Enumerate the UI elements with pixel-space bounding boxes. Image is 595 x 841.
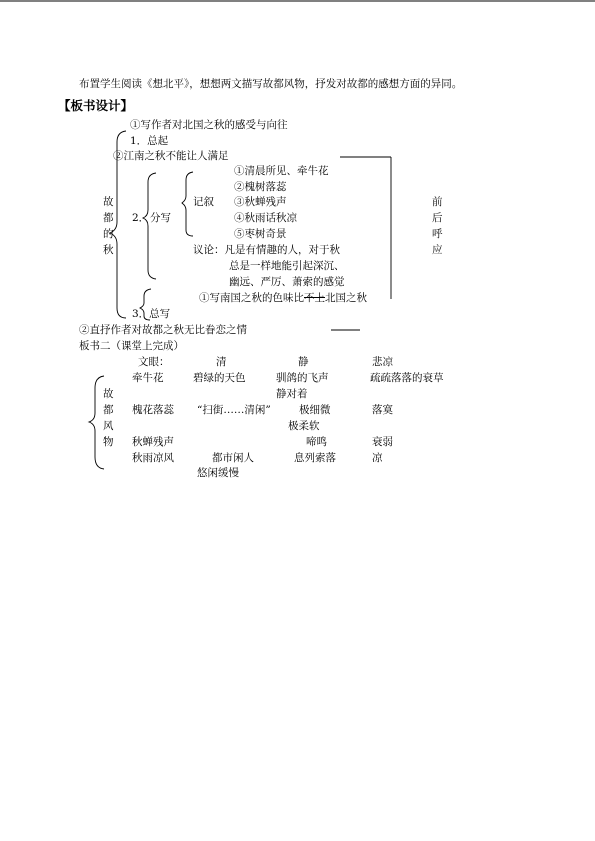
board1-south-line	[199, 293, 367, 304]
section-heading: 【板书设计】	[58, 98, 134, 113]
side-char-left: 秋	[103, 244, 114, 256]
board2-side-char: 故	[103, 388, 114, 400]
board2-cell: 息列索落	[294, 452, 336, 464]
board2-cell: 疏疏落落的衰草	[370, 372, 444, 384]
board2-cell: 落寞	[372, 404, 393, 416]
board2-cell: 极柔软	[288, 420, 320, 432]
side-char-left: 的	[103, 228, 114, 240]
board2-side-char: 物	[103, 436, 114, 448]
side-char-right: 呼	[432, 228, 443, 240]
board1-jixu: 记叙	[193, 196, 214, 208]
side-char-left: 故	[103, 196, 114, 208]
board2-cell: 秋蝉残声	[132, 436, 174, 448]
south-strike: 不上	[304, 292, 325, 304]
board2-cell: 啼鸣	[306, 436, 327, 448]
board2-side-char: 风	[103, 420, 114, 432]
board1-item: ①清晨所见、牵牛花	[234, 165, 329, 177]
board1-point2: ②江南之秋不能让人满足	[113, 150, 229, 162]
south-post: 北国之秋	[325, 292, 367, 304]
board1-yilun: 议论：凡是有情趣的人，对于秋	[193, 244, 340, 256]
board2-cell: 衰弱	[372, 436, 393, 448]
board1-item: ③秋蝉残声	[234, 196, 287, 208]
side-char-right: 应	[432, 244, 443, 256]
board2-cell: 悠闲缓慢	[197, 467, 239, 479]
side-char-left: 都	[103, 212, 114, 224]
board2-cell: 极细微	[299, 404, 331, 416]
board1-yilun: 幽远、严厉、萧索的感觉	[229, 276, 345, 288]
board1-sec3: 3．总写	[132, 308, 171, 320]
board2-cell: 牵牛花	[132, 372, 164, 384]
board1-item: ②槐树落蕊	[234, 181, 287, 193]
board2-header: 悲凉	[372, 356, 393, 368]
side-char-right: 前	[432, 196, 443, 208]
board2-header: 清	[216, 356, 227, 368]
board2-cell: “扫街……清闲”	[197, 404, 271, 416]
board2-title: 板书二（课堂上完成）	[79, 340, 184, 352]
south-pre: ①写南国之秋的色味比	[199, 292, 304, 304]
board2-cell: 槐花落蕊	[132, 404, 174, 416]
board1-yilun: 总是一样地能引起深沉、	[229, 260, 345, 272]
board2-cell: 碧绿的天色	[193, 372, 246, 384]
board2-cell: 驯鸽的飞声	[276, 372, 329, 384]
board1-fenxie: 分写	[150, 212, 171, 224]
board2-side-char: 都	[103, 404, 114, 416]
board1-item: ⑤枣树奇景	[234, 228, 287, 240]
board2-cell: 秋雨凉风	[132, 452, 174, 464]
board1-sec1: 1．总起	[130, 135, 169, 147]
board1-point3: ②直抒作者对故都之秋无比眷恋之情	[79, 324, 247, 336]
board2-cell: 凉	[372, 452, 383, 464]
intro-text: 布置学生阅读《想北平》，想想两文描写故都风物，抒发对故都的感想方面的异同。	[79, 78, 463, 90]
board2-cell: 都市闲人	[212, 452, 254, 464]
side-char-right: 后	[432, 212, 443, 224]
board1-point1: ①写作者对北国之秋的感受与向往	[130, 119, 288, 131]
board2-cell: 静对着	[276, 388, 308, 400]
board2-header: 文眼：	[138, 356, 170, 368]
board2-header: 静	[298, 356, 309, 368]
board1-sec2: 2．	[132, 212, 150, 224]
board1-item: ④秋雨话秋凉	[234, 212, 297, 224]
